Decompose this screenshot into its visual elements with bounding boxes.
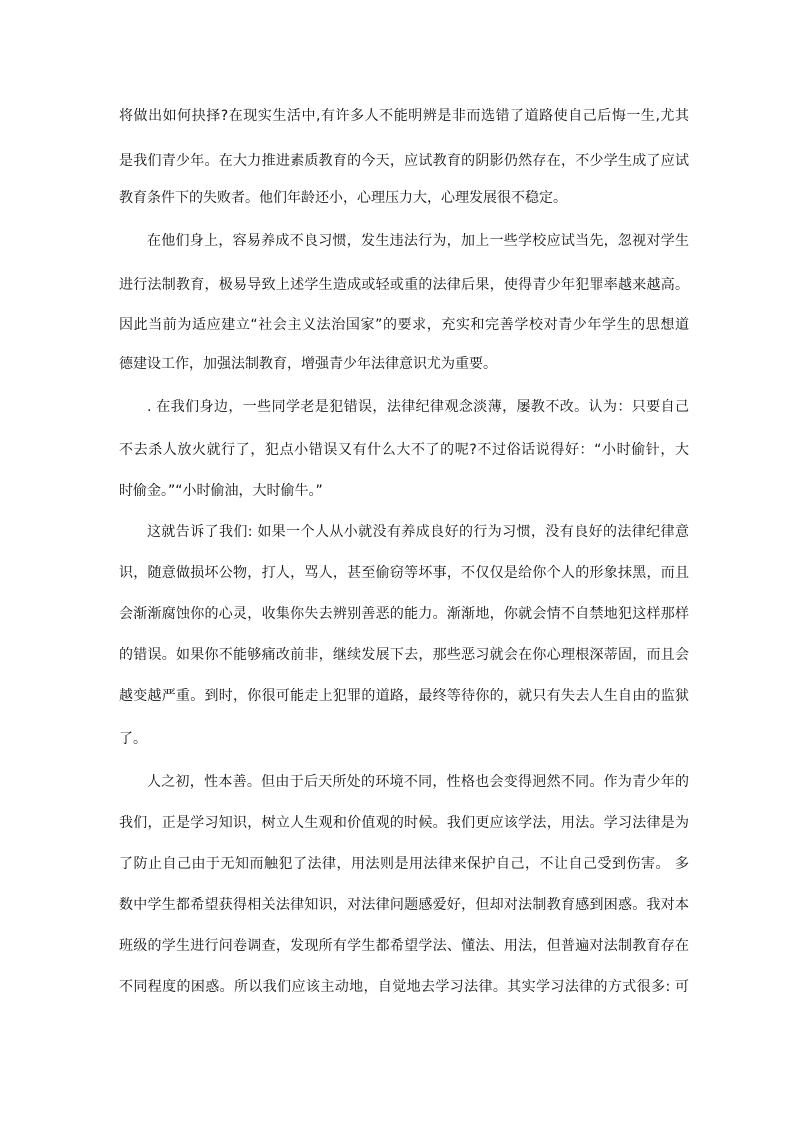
text-line: 教育条件下的失败者。他们年龄还小，心理压力大，心理发展很不稳定。 <box>119 190 567 206</box>
text-line: 在他们身上，容易养成不良习惯，发生违法行为，加上一些学校应试当先，忽视对学生 <box>147 233 689 249</box>
text-line: 了。 <box>119 731 147 747</box>
text-line: 数中学生都希望获得相关法律知识，对法律问题感爱好，但却对法制教育感到困惑。我对本 <box>119 897 689 913</box>
text-line: 因此当前为适应建立“社会主义法治国家”的要求，充实和完善学校对青少年学生的思想道 <box>119 317 689 333</box>
text-line: 识，随意做损坏公物，打人，骂人，甚至偷窃等坏事，不仅仅是给你个人的形象抹黑，而且 <box>119 565 689 581</box>
text-line: 这就告诉了我们: 如果一个人从小就没有养成良好的行为习惯，没有良好的法律纪律意 <box>147 524 689 540</box>
text-line: . 在我们身边，一些同学老是犯错误，法律纪律观念淡薄，屡教不改。认为：只要自己 <box>147 399 689 415</box>
text-line: 我们，正是学习知识，树立人生观和价值观的时候。我们更应该学法，用法。学习法律是为 <box>119 815 689 831</box>
text-line: 不去杀人放火就行了，犯点小错误又有什么大不了的呢?不过俗话说得好：“小时偷针，大 <box>119 442 689 458</box>
text-line: 会渐渐腐蚀你的心灵，收集你失去辨别善恶的能力。渐渐地，你就会情不自禁地犯这样那样 <box>119 606 689 622</box>
text-line: 将做出如何抉择?在现实生活中,有许多人不能明辨是非而选错了道路使自己后悔一生,尤其 <box>119 108 689 124</box>
text-line: 越变越严重。到时，你很可能走上犯罪的道路，最终等待你的，就只有失去人生自由的监狱 <box>119 688 689 704</box>
text-line: 不同程度的困惑。所以我们应该主动地，自觉地去学习法律。其实学习法律的方式很多: 可 <box>119 979 689 995</box>
text-line: 了防止自己由于无知而触犯了法律，用法则是用法律来保护自己，不让自己受到伤害。 多 <box>119 856 689 872</box>
text-line: 的错误。如果你不能够痛改前非，继续发展下去，那些恶习就会在你心理根深蒂固，而且会 <box>119 647 689 663</box>
text-line: 德建设工作，加强法制教育，增强青少年法律意识尤为重要。 <box>119 356 497 372</box>
text-line: 是我们青少年。在大力推进素质教育的今天，应试教育的阴影仍然存在，不少学生成了应试 <box>119 153 689 169</box>
text-line: 班级的学生进行问卷调查，发现所有学生都希望学法、懂法、用法，但普遍对法制教育存在 <box>119 938 689 954</box>
text-line: 进行法制教育，极易导致上述学生造成或轻或重的法律后果，使得青少年犯罪率越来越高。 <box>119 277 689 293</box>
text-line: 时偷金。”“小时偷油，大时偷牛。” <box>119 483 323 499</box>
text-line: 人之初，性本善。但由于后天所处的环境不同，性格也会变得迥然不同。作为青少年的 <box>147 774 689 790</box>
